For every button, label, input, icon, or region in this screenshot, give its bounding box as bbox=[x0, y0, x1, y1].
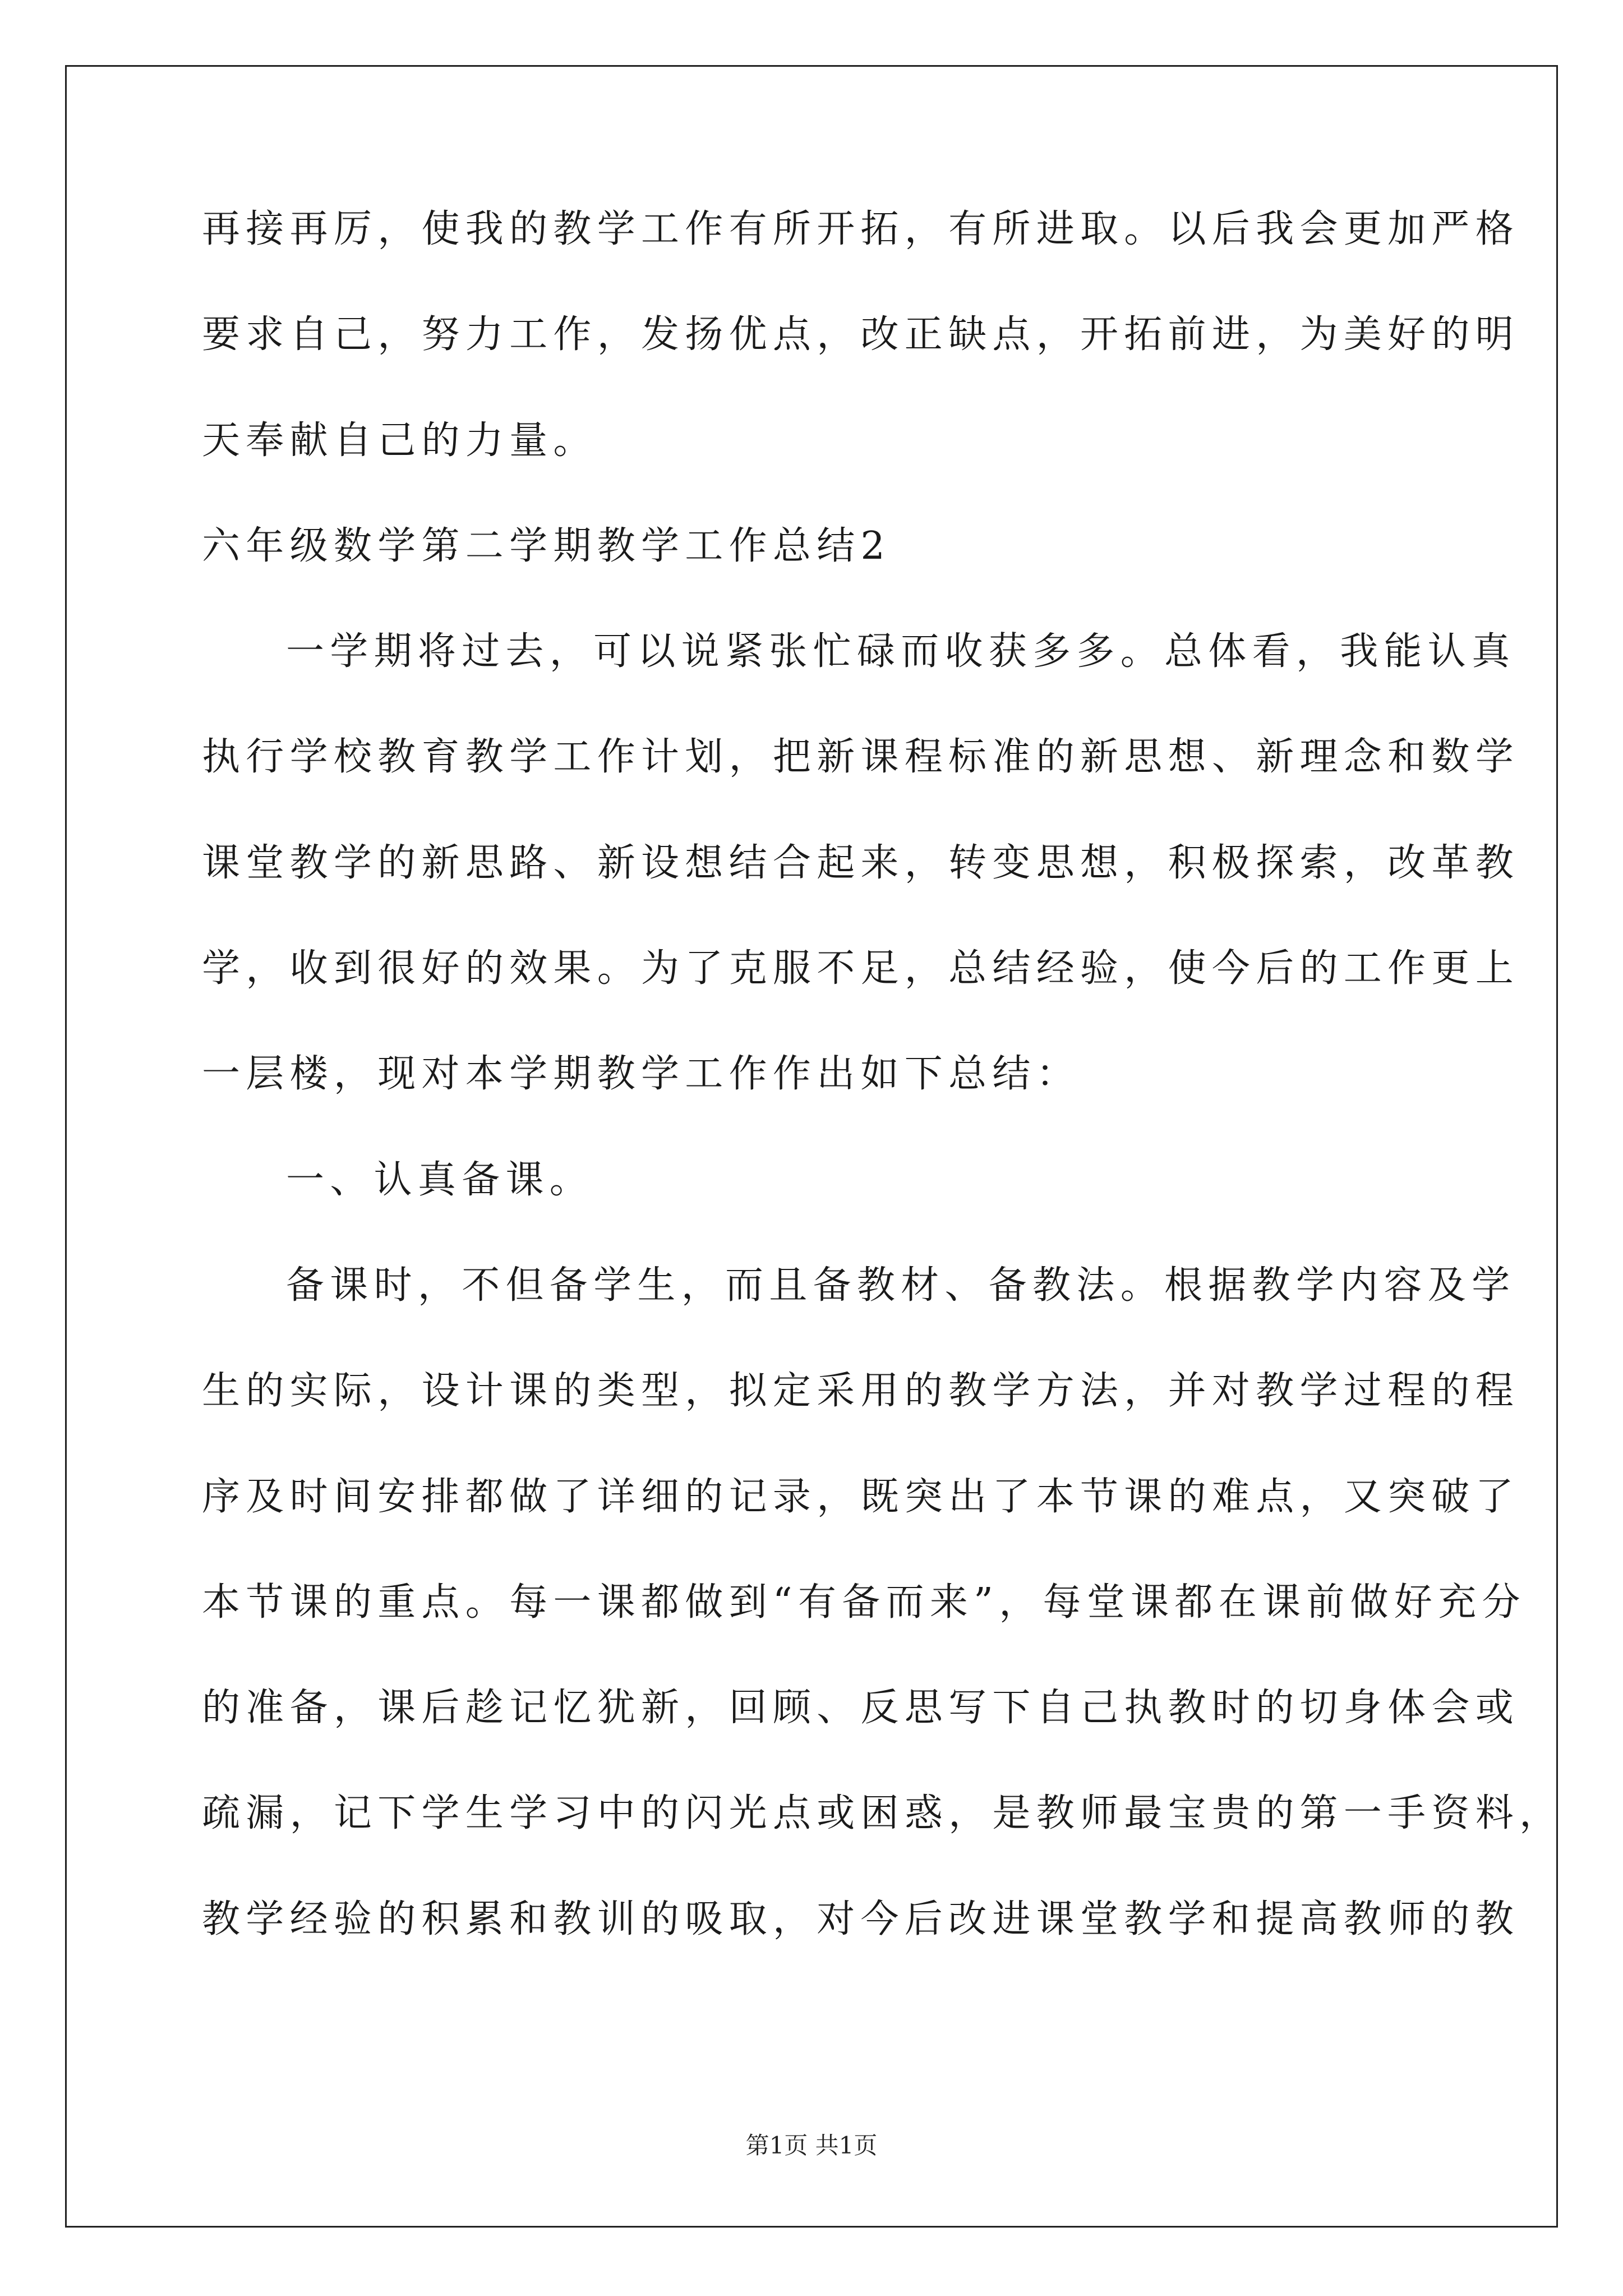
paragraph-line: 教学经验的积累和教训的吸取，对今后改进课堂教学和提高教师的教 bbox=[202, 1897, 1520, 1941]
page-number-footer: 第1页 共1页 bbox=[745, 2132, 878, 2159]
paragraph-line: 要求自己，努力工作，发扬优点，改正缺点，开拓前进，为美好的明 bbox=[202, 312, 1520, 357]
document-body bbox=[202, 202, 1564, 1998]
paragraph-line: 本节课的重点。每一课都做到“有备而来”，每堂课都在课前做好充分 bbox=[202, 1580, 1526, 1625]
paragraph-line: 一层楼，现对本学期教学工作作出如下总结： bbox=[202, 1052, 1081, 1097]
paragraph-line: 的准备，课后趁记忆犹新，回顾、反思写下自己执教时的切身体会或 bbox=[202, 1686, 1520, 1731]
paragraph-line: 学，收到很好的效果。为了克服不足，总结经验，使今后的工作更上 bbox=[202, 946, 1520, 991]
paragraph-line: 执行学校教育教学工作计划，把新课程标准的新思想、新理念和数学 bbox=[202, 735, 1520, 780]
paragraph-line: 一学期将过去，可以说紧张忙碌而收获多多。总体看，我能认真 bbox=[286, 629, 1516, 674]
paragraph-line: 生的实际，设计课的类型，拟定采用的教学方法，并对教学过程的程 bbox=[202, 1369, 1520, 1414]
paragraph-line: 再接再厉，使我的教学工作有所开拓，有所进取。以后我会更加严格 bbox=[202, 207, 1520, 251]
paragraph-line: 课堂教学的新思路、新设想结合起来，转变思想，积极探索，改革教 bbox=[202, 840, 1520, 885]
paragraph-line: 天奉献自己的力量。 bbox=[202, 418, 597, 463]
section-title: 六年级数学第二学期教学工作总结2 bbox=[202, 523, 891, 568]
paragraph-line: 序及时间安排都做了详细的记录，既突出了本节课的难点，又突破了 bbox=[202, 1474, 1520, 1519]
paragraph-line: 疏漏，记下学生学习中的闪光点或困惑，是教师最宝贵的第一手资料， bbox=[202, 1791, 1564, 1836]
subheading: 一、认真备课。 bbox=[286, 1157, 594, 1202]
paragraph-line: 备课时，不但备学生，而且备教材、备教法。根据教学内容及学 bbox=[286, 1263, 1516, 1308]
